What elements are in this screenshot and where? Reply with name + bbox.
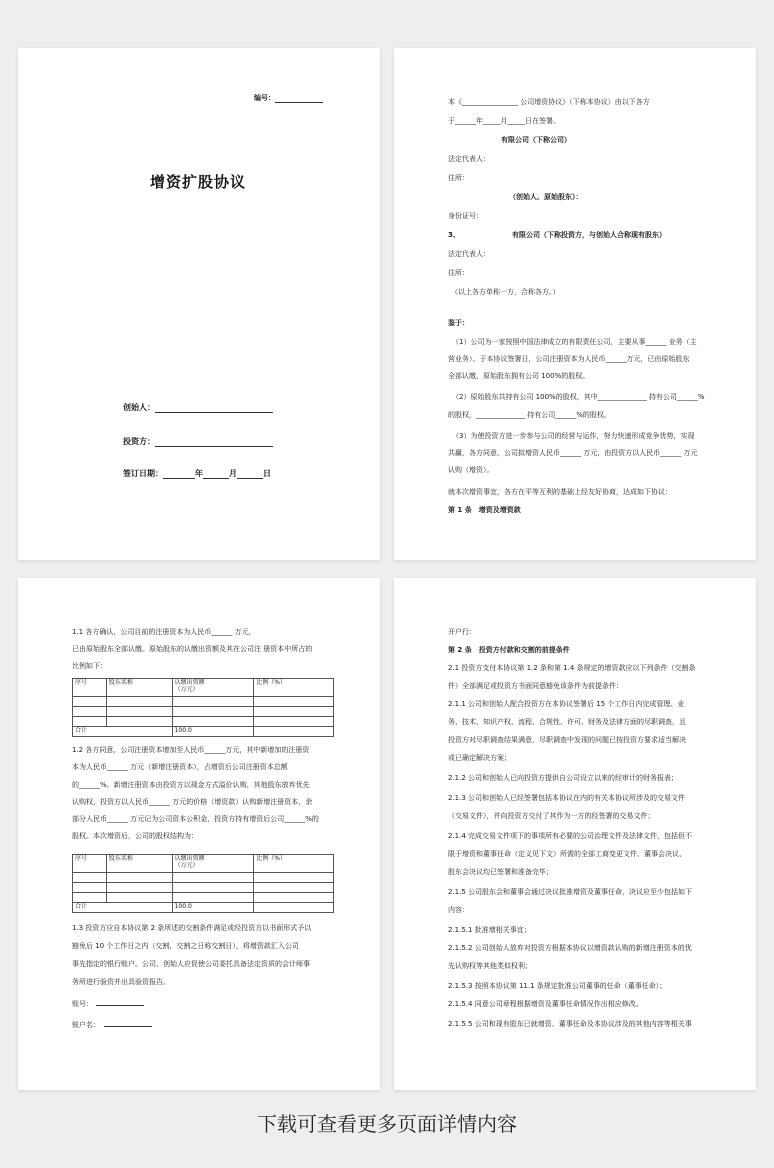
table-cell [106,873,172,883]
text-line: 先认购权等其他类似权利； [448,962,532,970]
table-header-cell: 股东名称 [106,679,172,697]
table-cell [172,707,254,717]
text-line: 本为人民币______ 万元（新增注册资本），占增资后公司注册资本总额 [72,763,288,771]
table-row [73,883,334,893]
text-line: 认购（增资）。 [448,466,494,474]
text-line: 2.1.1 公司和创始人配合投资方在本协议签署后 15 个工作日内完成管理、业 [448,700,685,708]
table-cell [106,717,172,727]
total-label: 合计 [73,727,173,737]
text-line: 2.1.5.4 同意公司章程根据增资及董事任命情况作出相应修改。 [448,1000,643,1008]
text-line: 2.1 投资方支付本协议第 1.2 条和第 1.4 条规定的增资款应以下列条件（交割条 [448,664,696,672]
text-line: 限于增资和董事任命（定义见下文）所需的全部工商变更文件、董事会决议、 [448,850,686,858]
page-3 [18,578,380,1090]
text-line: 共赢，各方同意，公司拟增资人民币______ 万元，由投资方以人民币______ 万元 [448,449,698,457]
text-line: 的______%。新增注册资本由投资方以现金方式溢价认购，其他股东放弃优先 [72,781,310,789]
table-cell [254,893,334,903]
total-amount: 100.0 [172,903,254,913]
text-line: 全部认缴，原始股东拥有公司 100%的股权。 [448,372,590,380]
text-line: （2）原始股东共持有公司 100%的股权，其中______________ 持有公司______% [452,393,705,401]
text-line: 2.1.5.2 公司创始人放弃对投资方根据本协议以增资款认购的新增注册资本的优 [448,944,692,952]
table-cell [106,707,172,717]
text-line: 件）全部满足或投资方书面同意豁免该条件为前提条件： [448,682,623,690]
text-line: （交易文件），并向投资方交付了其作为一方的经签署的交易文件； [448,812,655,820]
text-line: 2.1.5 公司股东会和董事会通过决议批准增资及董事任命，决议应至少包括如下 [448,888,693,896]
investor-signature-line: 投资方： [123,436,273,447]
text-line: 就本次增资事宜，各方在平等互利的基础上经友好协商，达成如下协议： [448,488,672,496]
text-line: 鉴于： [448,319,469,327]
text-line: 2.1.5.1 批准增相关事宜； [448,926,531,934]
shareholder-table [72,678,334,737]
table-row [73,893,334,903]
table-cell [254,873,334,883]
download-hint: 下载可查看更多页面详情内容 [257,1112,517,1136]
text-line: 2.1.4 完成交易文件项下的事项所有必要的公司治理文件及法律文件，包括但不 [448,832,693,840]
text-line: 1.1 各方确认，公司目前的注册资本为人民币______ 万元， [72,628,256,636]
text-line: 已由原始股东全部认缴。原始股东的认缴出资额及其在公司注 册资本中所占的 [72,645,313,653]
text-line: 比例如下： [72,662,107,670]
table-header-cell: 认缴出资额 （万元） [172,679,254,697]
table-cell [73,697,107,707]
text-line: 本《________________ 公司增资协议》（下称本协议）由以下各方 [448,98,650,106]
text-line: （以上各方单称一方，合称各方。） [451,288,560,296]
text-line: 账户名： [72,1021,100,1029]
text-line: 或已确定解决方案； [448,754,511,762]
table-header-cell: 认缴出资额 （万元） [172,855,254,873]
text-line: 营业务）。于本协议签署日，公司注册资本为人民币______万元，已由原始股东 [448,355,690,363]
text-line: 第 1 条 增资及增资款 [448,506,521,514]
text-line: 有限公司（下称投资方，与创始人合称现有股东） [512,231,666,239]
text-line: 开户行： [448,628,476,636]
text-line: （1）公司为一家按照中国法律成立的有限责任公司，主要从事______ 业务（主 [452,338,697,346]
table-cell [172,717,254,727]
table-cell [73,717,107,727]
text-line: 有限公司（下称公司） [501,136,571,144]
table-cell [106,697,172,707]
page-cover [18,48,380,560]
table-cell [106,893,172,903]
text-line: 2.1.5.3 按照本协议第 11.1 条规定批准公司董事的任命（董事任命）； [448,982,667,990]
text-line: 股东会决议均已签署和准备完毕； [448,868,553,876]
table-total-row [73,727,334,737]
text-line: 股权。本次增资后，公司的股权结构为： [72,832,198,840]
table-cell [254,707,334,717]
text-line: 于______年_____月_____日在签署。 [448,117,560,125]
table-total-row [73,903,334,913]
text-line: 务所进行验资并出具验资报告。 [72,978,170,986]
table-header-cell: 序号 [73,679,107,697]
table-cell [172,697,254,707]
text-line: 账号： [72,1000,93,1008]
table-cell [254,727,334,737]
table-header-cell: 比例（%） [254,855,334,873]
table-cell [73,873,107,883]
page-4 [394,578,756,1090]
table-row [73,707,334,717]
text-line: 身份证号： [448,212,483,220]
founder-signature-line: 创始人： [123,402,273,413]
text-line: 务、技术、知识产权、流程、合规性、许可、财务及法律方面的尽职调查，且 [448,718,686,726]
table-cell [73,883,107,893]
table-cell [172,893,254,903]
table-row [73,717,334,727]
text-line: （创始人、原始股东）： [509,193,583,201]
shareholder-table [72,854,334,913]
table-cell [106,883,172,893]
sign-date-line: 签订日期： 年 月 日 [123,469,271,478]
text-line: 2.1.5.5 公司和现有股东已就增资、董事任命及本协议涉及的其他内容等相关事 [448,1020,692,1028]
table-row [73,873,334,883]
text-line: （3）为使投资方进一步参与公司的经营与运作，努力快速形成竞争优势，实现 [452,432,695,440]
text-line: 3、 [448,231,460,239]
table-cell [254,903,334,913]
page-2 [394,48,756,560]
agreement-number: 编号： [254,94,323,103]
table-cell [172,873,254,883]
total-amount: 100.0 [172,727,254,737]
text-line: 2.1.3 公司和创始人已经签署包括本协议在内的有关本协议所涉及的交易文件 [448,794,686,802]
total-label: 合计 [73,903,173,913]
text-line: 第 2 条 投资方付款和交割的前提条件 [448,646,570,654]
document-title: 增资扩股协议 [150,173,247,191]
text-line: 住所： [448,269,469,277]
text-line: 部分人民币______ 万元记为公司资本公积金，投资方持有增资后公司______%的 [72,815,319,823]
table-cell [254,697,334,707]
text-line: 豁免后 10 个工作日之内（交割，交割之日称交割日），将增资款汇入公司 [72,942,299,950]
text-line: 内容： [448,906,469,914]
text-line: 住所： [448,174,469,182]
table-cell [254,717,334,727]
text-line: 认购权，投资方以人民币______ 万元的价格（增资款）认购新增注册资本，余 [72,798,313,806]
text-line: 法定代表人： [448,155,490,163]
table-header-cell: 比例（%） [254,679,334,697]
text-line: 的股权，______________ 持有公司______%的股权。 [448,411,611,419]
text-line: 法定代表人： [448,250,490,258]
table-cell [73,707,107,717]
text-line: 2.1.2 公司和创始人已向投资方提供自公司设立以来的经审计的财务报表； [448,774,679,782]
table-cell [254,883,334,893]
text-line: 1.2 各方同意，公司注册资本增加至人民币______万元，其中新增加的注册资 [72,746,310,754]
table-cell [172,883,254,893]
table-row [73,697,334,707]
blank-underline [96,1005,144,1006]
text-line: 1.3 投资方应自本协议第 2 条所述的交割条件满足或经投资方以书面形式予以 [72,924,312,932]
blank-underline [104,1026,152,1027]
table-header-row [73,679,334,697]
text-line: 事先指定的银行账户。公司、创始人应促使公司委托具备法定资质的会计师事 [72,960,310,968]
table-header-cell: 序号 [73,855,107,873]
text-line: 投资方对尽职调查结果满意，尽职调查中发现的问题已按投资方要求适当解决 [448,736,686,744]
table-header-cell: 股东名称 [106,855,172,873]
table-cell [73,893,107,903]
table-header-row [73,855,334,873]
